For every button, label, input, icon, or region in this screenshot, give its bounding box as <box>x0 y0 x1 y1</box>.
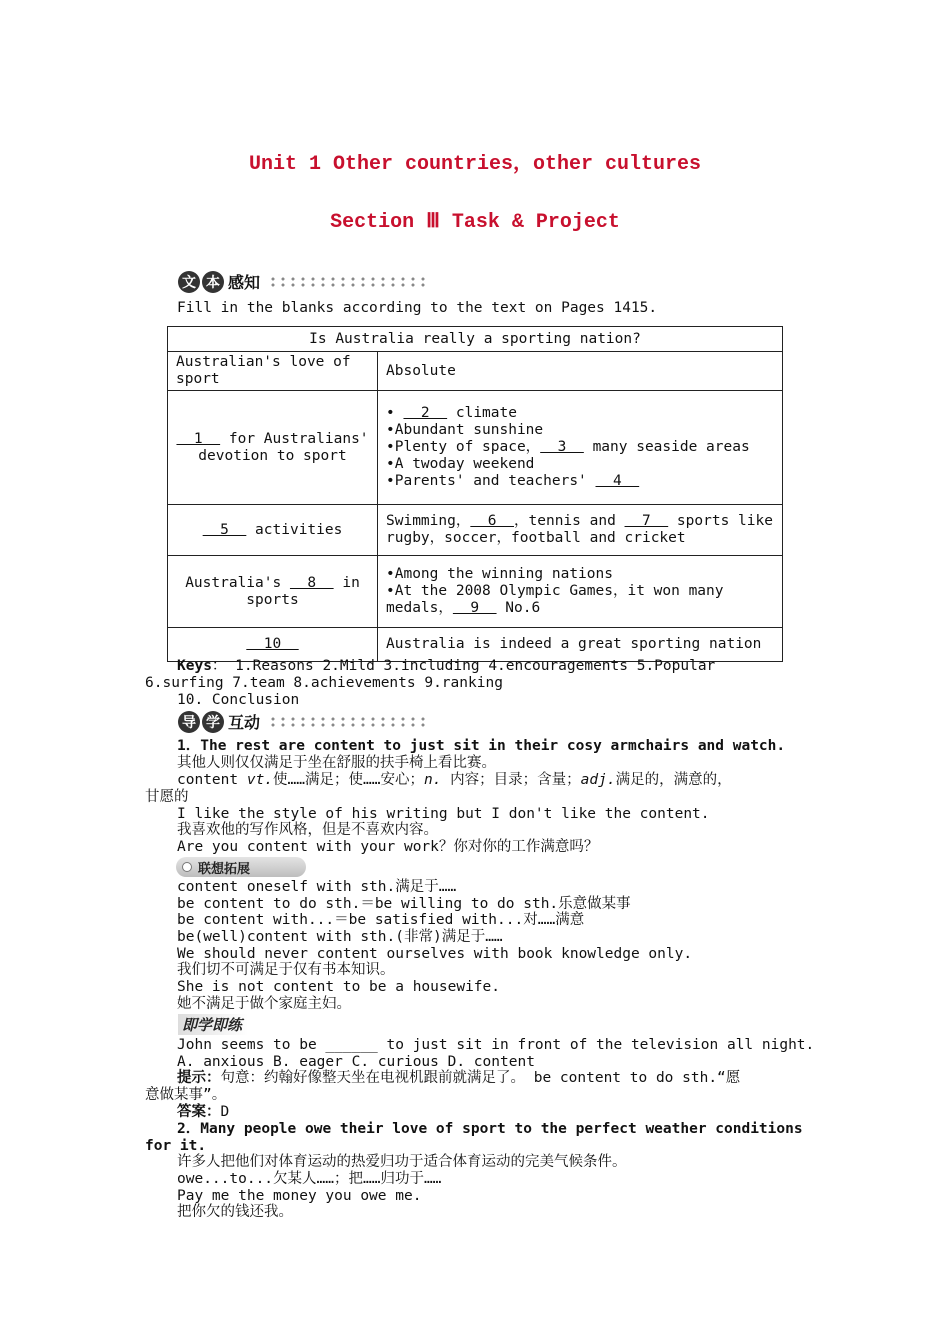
heading-badge-char: 学 <box>202 711 224 733</box>
list-item: medals， 9 No.6 <box>386 600 541 616</box>
answer-label: 答案： <box>177 1104 221 1120</box>
section-heading-text-perception <box>178 270 428 293</box>
table-cell <box>168 391 378 505</box>
section-heading-guided-interaction <box>178 710 428 733</box>
list-item: • 2 climate <box>386 405 517 421</box>
example-1-zh: 我喜欢他的写作风格，但是不喜欢内容。 <box>177 822 438 838</box>
extension-2: be content to do sth.＝be willing to do sth.乐意做某事 <box>177 896 631 912</box>
dotted-divider <box>268 276 428 288</box>
keys-line-3: 10. Conclusion <box>177 692 300 708</box>
blank-9[interactable]: 9 <box>452 600 497 616</box>
extension-example-en: We should never content ourselves with book knowledge only. <box>177 946 693 962</box>
blank-4[interactable]: 4 <box>595 473 640 489</box>
owe-example-zh: 把你欠的钱还我。 <box>177 1204 293 1220</box>
blank-5[interactable]: 5 <box>202 521 247 538</box>
blank-10[interactable]: 10 <box>246 636 299 652</box>
item-1-translation: 其他人则仅仅满足于坐在舒服的扶手椅上看比赛。 <box>177 755 496 771</box>
pill-label: 联想拓展 <box>198 861 251 877</box>
extension-1: content oneself with sth.满足于…… <box>177 879 457 895</box>
table-cell <box>168 628 378 662</box>
table-header: Is Australia really a sporting nation? <box>168 327 783 352</box>
list-item: •Parents' and teachers' 4 <box>386 473 640 489</box>
keys-label: Keys <box>177 658 212 674</box>
blank-2[interactable]: 2 <box>403 405 448 421</box>
heading-badge-char: 导 <box>178 711 200 733</box>
example-2: Are you content with your work？你对你的工作满意吗？ <box>177 839 599 855</box>
blank-1[interactable]: 1 <box>176 430 221 447</box>
practice-question: John seems to be ______ to just sit in front of the television all night. <box>177 1037 815 1053</box>
cell-text: activities <box>246 521 343 538</box>
table-cell: Australia's 8 in sports <box>168 556 378 628</box>
blank-6[interactable]: 6 <box>470 513 514 529</box>
owe-example-en: Pay me the money you owe me. <box>177 1188 422 1204</box>
table-cell <box>378 505 783 556</box>
keys-line-1: Keys： 1.Reasons 2.Mild 3.including 4.encouragements 5.Popular <box>177 658 716 674</box>
answer-line: 答案：D <box>177 1104 230 1120</box>
blank-3[interactable]: 3 <box>540 439 584 455</box>
blank-7[interactable]: 7 <box>624 513 669 529</box>
extension-3: be content with...＝be satisfied with...对……满意 <box>177 912 585 928</box>
practice-heading: 即学即练 <box>178 1014 248 1035</box>
list-item: •At the 2008 Olympic Games，it won many <box>386 583 724 599</box>
unit-title: Unit 1 Other countries，other cultures <box>248 153 702 176</box>
cell-line: rugby，soccer，football and cricket <box>386 530 686 546</box>
hint-line: 提示：句意：约翰好像整天坐在电视机跟前就满足了。 be content to do sth.“愿 <box>177 1070 741 1086</box>
cell-text: for Australians' devotion to sport <box>198 430 369 464</box>
extension-example-en: She is not content to be a housewife. <box>177 979 501 995</box>
heading-label: 互动 <box>228 713 261 732</box>
table-cell <box>168 505 378 556</box>
hint-line-cont: 意做某事”。 <box>145 1087 227 1103</box>
table-cell: Australian's love of sport <box>168 352 378 391</box>
table-cell <box>378 556 783 628</box>
fill-in-table <box>167 326 783 662</box>
extension-example-zh: 我们切不可满足于仅有书本知识。 <box>177 962 395 978</box>
content-definition: content vt.使……满足；使……安心；n. 内容；目录；含量；adj.满足的，满意的， <box>177 772 732 788</box>
extension-pill <box>176 857 306 877</box>
item-2-sentence: 2．Many people owe their love of sport to the perfect weather conditions <box>177 1121 803 1137</box>
bullet-icon <box>182 862 192 872</box>
heading-label: 感知 <box>228 273 261 292</box>
heading-badge-char: 文 <box>178 271 200 293</box>
owe-definition: owe...to...欠某人……；把……归功于…… <box>177 1171 442 1187</box>
list-item: •Abundant sunshine <box>386 422 544 438</box>
item-2-sentence-cont: for it. <box>145 1138 207 1154</box>
cell-line: sports <box>246 591 299 608</box>
cell-line: Swimming， 6 ，tennis and 7 sports like <box>386 513 773 529</box>
content-definition-cont: 甘愿的 <box>145 789 189 805</box>
extension-example-zh: 她不满足于做个家庭主妇。 <box>177 996 351 1012</box>
heading-badge-char: 本 <box>202 271 224 293</box>
example-1-en: I like the style of his writing but I don't like the content. <box>177 806 710 822</box>
table-cell <box>378 391 783 505</box>
section-title: Section Ⅲ Task & Project <box>330 211 620 234</box>
table-cell: Australia is indeed a great sporting nation <box>378 628 783 662</box>
table-cell: Absolute <box>378 352 783 391</box>
practice-options: A. anxious B. eager C. curious D. content <box>177 1054 535 1070</box>
hint-label: 提示： <box>177 1070 221 1086</box>
list-item: •Plenty of space， 3 many seaside areas <box>386 439 750 455</box>
dotted-divider <box>268 716 428 728</box>
blank-8[interactable]: 8 <box>289 574 334 591</box>
item-1-sentence: 1．The rest are content to just sit in their cosy armchairs and watch. <box>177 738 786 754</box>
keys-line-2: 6.surfing 7.team 8.achievements 9.ranking <box>145 675 503 691</box>
list-item: •A twoday weekend <box>386 456 535 472</box>
item-2-translation: 许多人把他们对体育运动的热爱归功于适合体育运动的完美气候条件。 <box>177 1154 627 1170</box>
list-item: •Among the winning nations <box>386 566 613 582</box>
extension-4: be(well)content with sth.(非常)满足于…… <box>177 929 503 945</box>
instruction-text: Fill in the blanks according to the text on Pages 1415. <box>177 300 658 316</box>
